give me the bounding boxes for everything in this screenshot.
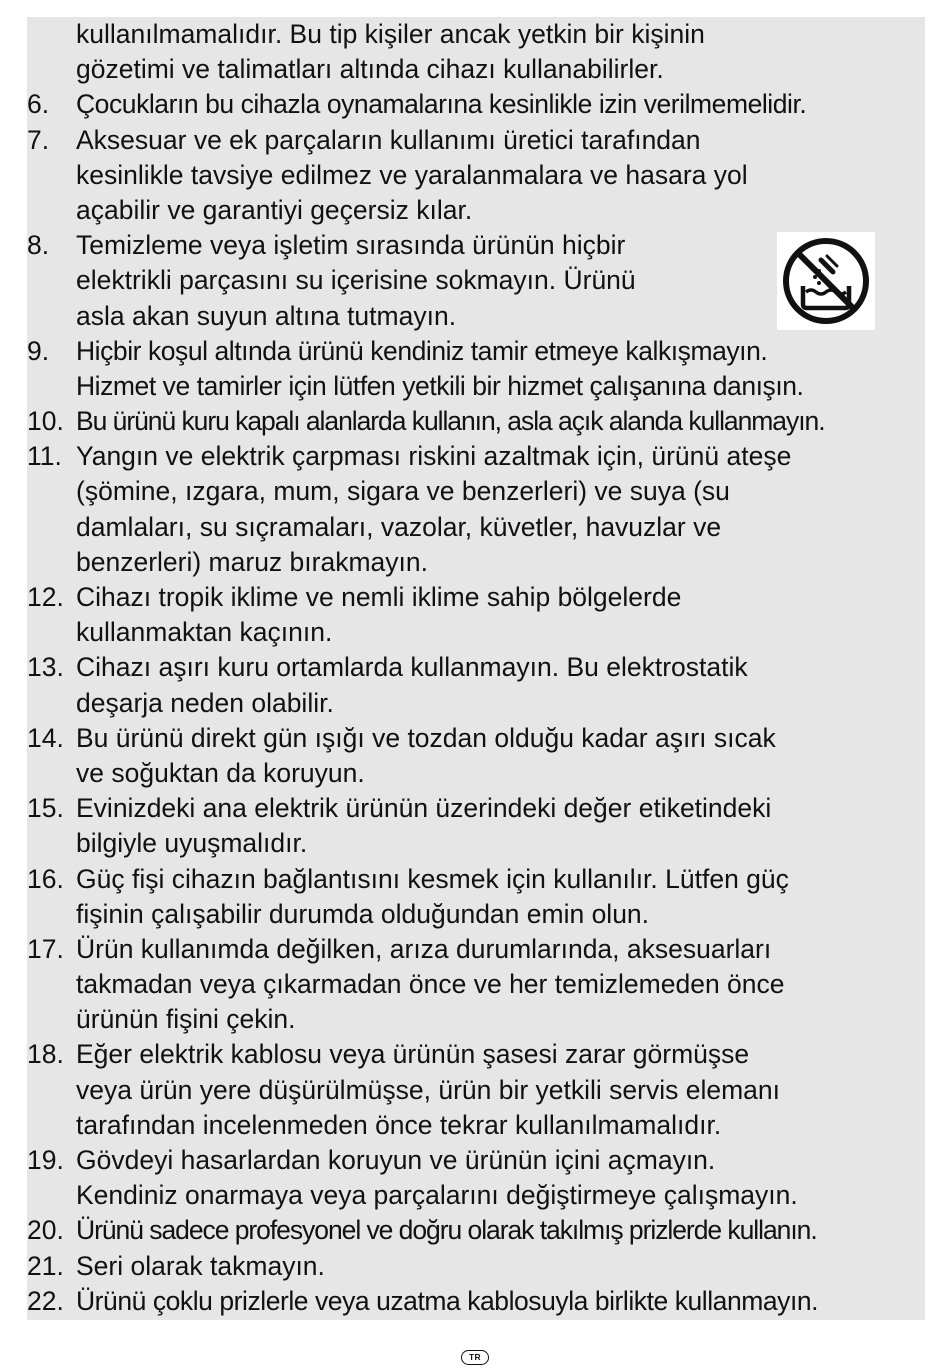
- instruction-text: Eğer elektrik kablosu veya ürünün şasesi zarar görmüşse: [76, 1039, 750, 1070]
- instruction-text: Hizmet ve tamirler için lütfen yetkili bir hizmet çalışanına danışın.: [76, 370, 804, 401]
- list-item-line: [27, 686, 925, 721]
- instruction-text: damlaları, su sıçramaları, vazolar, küvetler, havuzlar ve: [76, 511, 722, 542]
- instruction-text: bilgiyle uyuşmalıdır.: [76, 828, 308, 859]
- list-item-line: [27, 1073, 925, 1108]
- item-number: 7.: [27, 124, 50, 155]
- no-water-immersion-icon: [777, 232, 875, 330]
- instruction-text: Güç fişi cihazın bağlantısını kesmek için kullanılır. Lütfen güç: [76, 863, 789, 894]
- list-item-line: [27, 615, 925, 650]
- item-number: 6.: [27, 89, 50, 120]
- instruction-text: fişinin çalışabilir durumda olduğundan emin olun.: [76, 898, 650, 929]
- list-item-line: [27, 474, 925, 509]
- list-item-line: [27, 334, 925, 369]
- instruction-text: Gövdeyi hasarlardan koruyun ve ürünün içini açmayın.: [76, 1145, 716, 1175]
- list-item-line: [27, 439, 925, 474]
- item-number: 12.: [27, 582, 64, 612]
- instruction-text: asla akan suyun altına tutmayın.: [76, 300, 457, 331]
- item-number: 18.: [27, 1039, 64, 1070]
- list-item-line: [27, 1143, 925, 1178]
- list-item-line: [27, 1108, 925, 1143]
- instruction-text: kullanmaktan kaçının.: [76, 617, 333, 648]
- item-number: 16.: [27, 863, 64, 894]
- list-item-line: [27, 1002, 925, 1037]
- item-number: 13.: [27, 652, 64, 683]
- instruction-text: Kendiniz onarmaya veya parçalarını değiştirmeye çalışmayın.: [76, 1180, 798, 1211]
- list-item-line: [27, 1213, 925, 1248]
- list-item-line: [27, 1249, 925, 1284]
- list-item-line: [27, 193, 925, 228]
- list-item-line: [27, 862, 925, 897]
- list-item-line: [27, 1178, 925, 1213]
- list-item-line: [27, 52, 925, 87]
- list-item-line: [27, 932, 925, 967]
- item-number: 14.: [27, 722, 64, 753]
- instruction-text: Evinizdeki ana elektrik ürünün üzerindeki değer etiketindeki: [76, 793, 772, 824]
- list-item-line: [27, 1284, 925, 1319]
- item-number: 9.: [27, 335, 50, 366]
- instruction-text: Ürün kullanımda değilken, arıza durumlarında, aksesuarları: [76, 933, 772, 964]
- instruction-text: Cihazı aşırı kuru ortamlarda kullanmayın. Bu elektrostatik: [76, 652, 748, 683]
- list-item-line: [27, 897, 925, 932]
- list-item-line: [27, 1037, 925, 1072]
- instruction-text: elektrikli parçasını su içerisine sokmayın. Ürünü: [76, 265, 636, 296]
- instruction-text: Bu ürünü direkt gün ışığı ve tozdan olduğu kadar aşırı sıcak: [76, 722, 776, 753]
- instruction-text: Hiçbir koşul altında ürünü kendiniz tamir etmeye kalkışmayın.: [76, 335, 768, 366]
- instruction-text: kesinlikle tavsiye edilmez ve yaralanmalara ve hasara yol: [76, 159, 748, 190]
- instruction-text: ve soğuktan da koruyun.: [76, 757, 365, 788]
- item-number: 8.: [27, 230, 50, 261]
- item-number: 19.: [27, 1145, 64, 1175]
- instruction-text: kullanılmamalıdır. Bu tip kişiler ancak yetkin bir kişinin: [76, 19, 705, 49]
- list-item-line: [27, 791, 925, 826]
- instruction-text: benzerleri) maruz bırakmayın.: [76, 546, 428, 577]
- instruction-text: Bu ürünü kuru kapalı alanlarda kullanın, asla açık alanda kullanmayın.: [76, 406, 825, 437]
- list-item-line: [27, 545, 925, 580]
- instruction-text: ürünün fişini çekin.: [76, 1004, 296, 1035]
- list-item-line: [27, 721, 925, 756]
- safety-instructions-list: [27, 17, 925, 1319]
- item-number: 17.: [27, 933, 64, 964]
- list-item-line: [27, 650, 925, 685]
- list-item-line: [27, 87, 925, 122]
- instruction-text: açabilir ve garantiyi geçersiz kılar.: [76, 194, 473, 225]
- list-item-line: [27, 369, 925, 404]
- language-badge: TR: [461, 1350, 489, 1365]
- item-number: 11.: [27, 441, 62, 472]
- instruction-text: Çocukların bu cihazla oynamalarına kesinlikle izin verilmemelidir.: [76, 89, 807, 120]
- instruction-text: Yangın ve elektrik çarpması riskini azaltmak için, ürünü ateşe: [76, 441, 792, 472]
- list-item-line: [27, 756, 925, 791]
- item-number: 22.: [27, 1285, 64, 1316]
- instruction-text: Temizleme veya işletim sırasında ürünün hiçbir: [76, 230, 626, 261]
- item-number: 10.: [27, 406, 64, 437]
- list-item-line: [27, 580, 925, 615]
- instruction-text: Ürünü sadece profesyonel ve doğru olarak takılmış prizlerde kullanın.: [76, 1215, 817, 1246]
- list-item-line: [27, 158, 925, 193]
- list-item-line: [27, 123, 925, 158]
- instruction-text: takmadan veya çıkarmadan önce ve her temizlemeden önce: [76, 969, 785, 1000]
- list-item-line: [27, 510, 925, 545]
- list-item-line: [27, 17, 925, 52]
- no-water-immersion-icon: [777, 232, 875, 330]
- instruction-text: (şömine, ızgara, mum, sigara ve benzerleri) ve suya (su: [76, 476, 730, 507]
- item-number: 21.: [27, 1250, 64, 1281]
- list-item-line: [27, 826, 925, 861]
- list-item-line: [27, 967, 925, 1002]
- instruction-text: Aksesuar ve ek parçaların kullanımı üretici tarafından: [76, 124, 701, 155]
- list-item-line: [27, 404, 925, 439]
- instruction-text: Seri olarak takmayın.: [76, 1250, 325, 1281]
- item-number: 15.: [27, 793, 64, 824]
- item-number: 20.: [27, 1215, 64, 1246]
- instruction-text: deşarja neden olabilir.: [76, 687, 334, 718]
- instruction-text: veya ürün yere düşürülmüşse, ürün bir yetkili servis elemanı: [76, 1074, 781, 1105]
- instruction-text: gözetimi ve talimatları altında cihazı kullanabilirler.: [76, 54, 664, 85]
- instruction-text: Cihazı tropik iklime ve nemli iklime sahip bölgelerde: [76, 582, 682, 612]
- instruction-text: Ürünü çoklu prizlerle veya uzatma kablosuyla birlikte kullanmayın.: [76, 1285, 819, 1316]
- instruction-text: tarafından incelenmeden önce tekrar kullanılmamalıdır.: [76, 1109, 722, 1140]
